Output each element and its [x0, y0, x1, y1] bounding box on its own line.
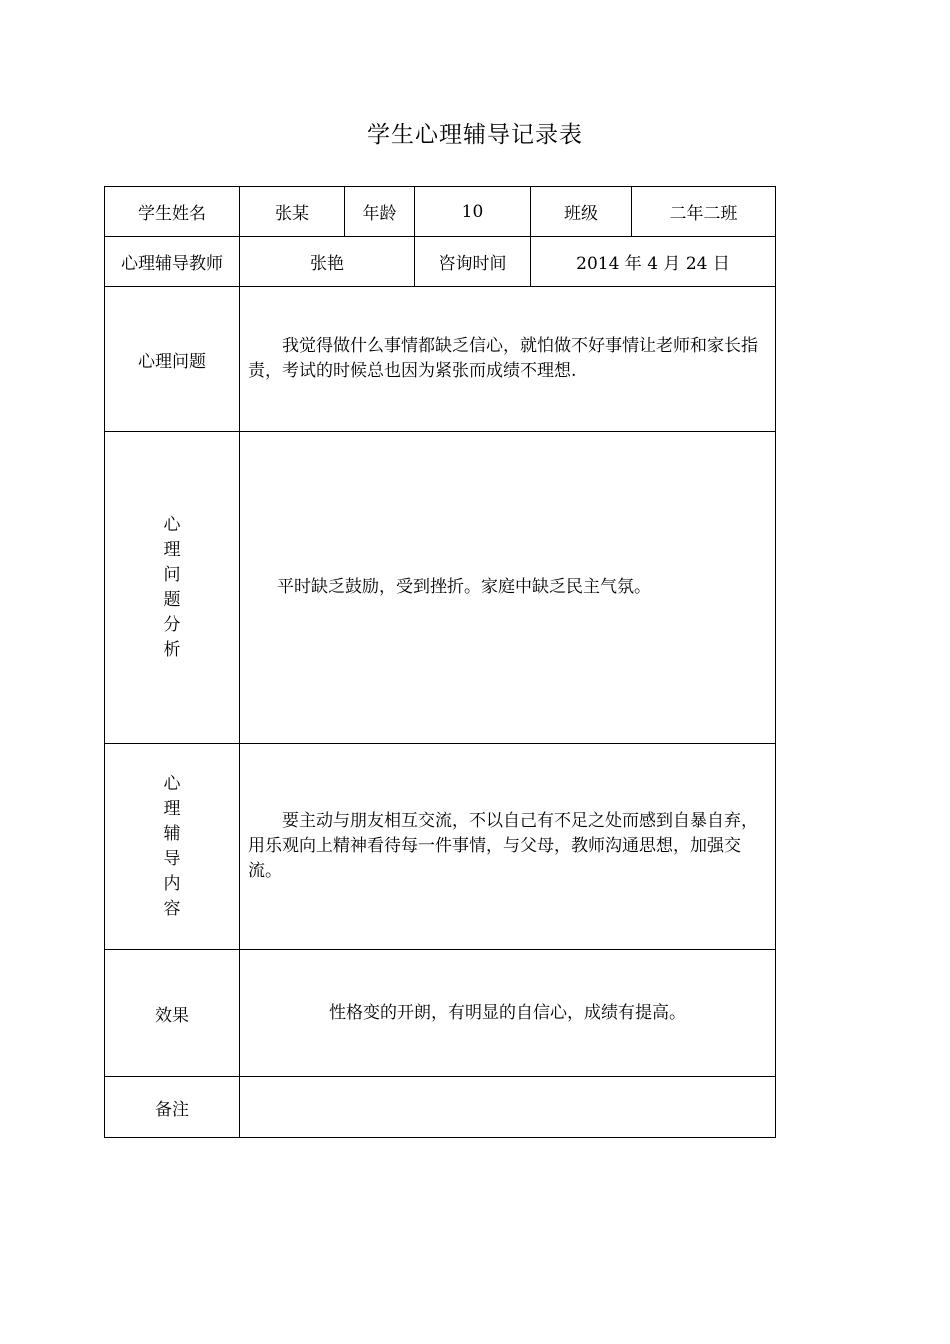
problem-cell [240, 287, 776, 432]
effect-label: 效果 [105, 950, 240, 1077]
guidance-cell [240, 744, 776, 950]
student-info-row [105, 187, 776, 237]
guidance-content: 要主动与朋友相互交流，不以自己有不足之处而感到自暴自弃，用乐观向上精神看待每一件事情，与父母，教师沟通思想，加强交流。 [248, 811, 758, 881]
guidance-label-char: 辅 [163, 823, 181, 844]
consult-time-value: 2014 年 4 月 24 日 [531, 237, 776, 287]
analysis-content: 平时缺乏鼓励，受到挫折。家庭中缺乏民主气氛。 [277, 577, 651, 597]
teacher-value: 张艳 [240, 237, 415, 287]
record-form-table [104, 186, 776, 1138]
analysis-label-char: 理 [163, 539, 181, 560]
analysis-label [105, 432, 240, 744]
guidance-row [105, 744, 776, 950]
remarks-row [105, 1077, 776, 1138]
analysis-label-char: 析 [163, 639, 181, 660]
teacher-label: 心理辅导教师 [105, 237, 240, 287]
guidance-label-char: 容 [163, 898, 181, 919]
analysis-cell [240, 432, 776, 744]
age-value: 10 [415, 187, 531, 237]
remarks-label: 备注 [105, 1077, 240, 1138]
effect-content: 性格变的开朗，有明显的自信心，成绩有提高。 [329, 1002, 686, 1023]
analysis-row [105, 432, 776, 744]
age-label: 年龄 [345, 187, 415, 237]
analysis-label-char: 心 [163, 514, 181, 535]
class-label: 班级 [531, 187, 632, 237]
guidance-label-char: 导 [163, 848, 181, 869]
student-name-value: 张某 [240, 187, 345, 237]
guidance-label-vertical [105, 772, 239, 922]
guidance-label-char: 内 [163, 873, 181, 894]
class-value: 二年二班 [632, 187, 776, 237]
effect-cell [240, 950, 776, 1077]
problem-row [105, 287, 776, 432]
guidance-label-char: 理 [163, 798, 181, 819]
counseling-info-row [105, 237, 776, 287]
analysis-label-char: 分 [163, 614, 181, 635]
consult-time-label: 咨询时间 [415, 237, 531, 287]
problem-label: 心理问题 [105, 287, 240, 432]
student-name-label: 学生姓名 [105, 187, 240, 237]
analysis-label-char: 题 [163, 589, 181, 610]
problem-content: 我觉得做什么事情都缺乏信心，就怕做不好事情让老师和家长指责，考试的时候总也因为紧张而成绩不理想. [248, 336, 758, 381]
analysis-label-char: 问 [163, 564, 181, 585]
effect-row [105, 950, 776, 1077]
form-title: 学生心理辅导记录表 [367, 122, 583, 148]
remarks-content [240, 1077, 776, 1138]
guidance-label [105, 744, 240, 950]
analysis-label-vertical [105, 513, 239, 663]
guidance-label-char: 心 [163, 773, 181, 794]
